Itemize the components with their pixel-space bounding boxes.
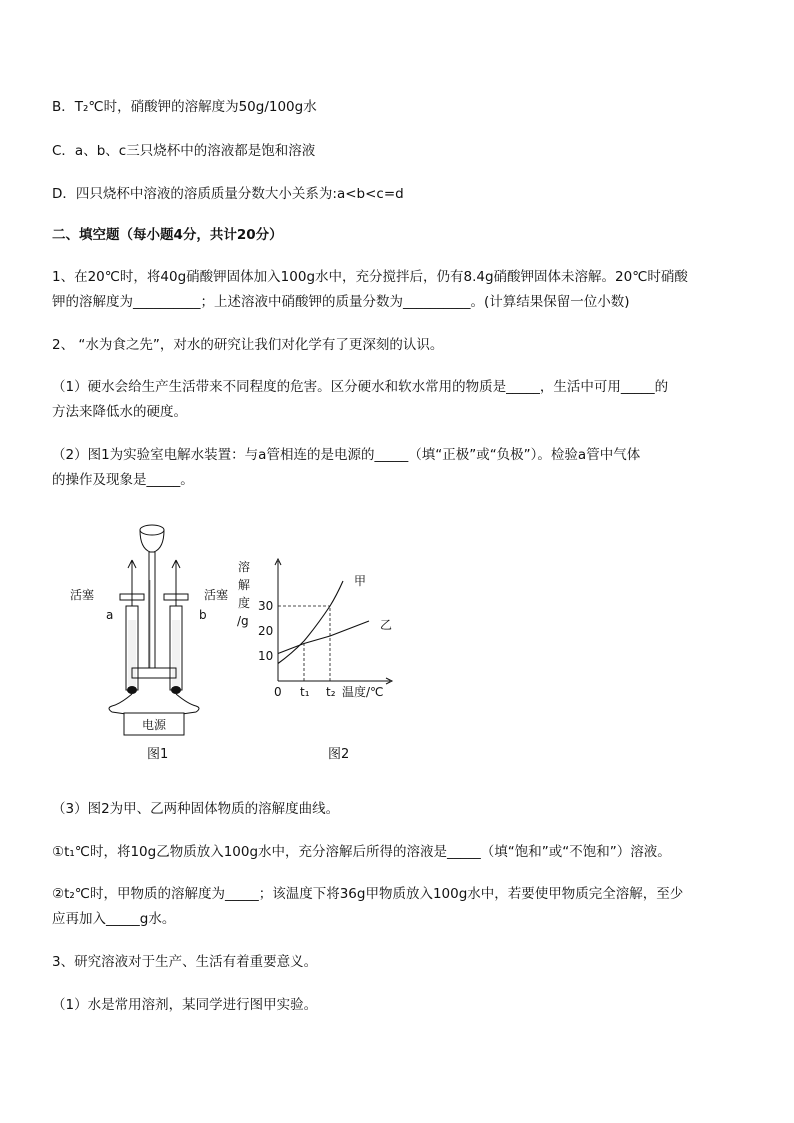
series-yi-label: 乙 bbox=[380, 618, 393, 632]
q2-p3-item1: ①t₁℃时，将10g乙物质放入100g水中，充分溶解后所得的溶液是_____（填“饱和”或“不饱和”）溶液。 bbox=[52, 844, 671, 860]
option-b: B．T₂℃时，硝酸钾的溶解度为50g/100g水 bbox=[52, 99, 317, 115]
option-d: D．四只烧杯中溶液的溶质质量分数大小关系为:a<b<c=d bbox=[52, 186, 404, 202]
q2-p1-line1: （1）硬水会给生产生活带来不同程度的危害。区分硬水和软水常用的物质是_____，生活中可用_____的 bbox=[52, 379, 669, 395]
option-c: C．a、b、c三只烧杯中的溶液都是饱和溶液 bbox=[52, 143, 316, 159]
q3-p1: （1）水是常用溶剂，某同学进行图甲实验。 bbox=[52, 997, 318, 1013]
q1-line2: 钾的溶解度为__________；上述溶液中硝酸钾的质量分数为__________。(计算结果保留一位小数) bbox=[52, 294, 630, 310]
ylabel-char-2: 解 bbox=[238, 578, 251, 592]
xlabel: 温度/℃ bbox=[342, 685, 384, 699]
ylabel-char-4: /g bbox=[237, 614, 249, 628]
ylabel-char-3: 度 bbox=[238, 596, 251, 610]
q2-p2-line2: 的操作及现象是_____。 bbox=[52, 472, 194, 488]
q2-p1-line2: 方法来降低水的硬度。 bbox=[52, 404, 187, 420]
q3-intro: 3、研究溶液对于生产、生活有着重要意义。 bbox=[52, 954, 318, 970]
left-stopcock-label: 活塞 bbox=[70, 588, 95, 602]
q1-line1: 1、在20℃时，将40g硝酸钾固体加入100g水中，充分搅拌后，仍有8.4g硝酸钾固体未溶解。20℃时硝酸 bbox=[52, 269, 688, 285]
tube-b-label: b bbox=[199, 608, 207, 622]
series-yi-curve bbox=[278, 621, 369, 654]
figure2-solubility-chart bbox=[232, 555, 402, 715]
x-tick-label: t₁ bbox=[300, 685, 310, 699]
power-label: 电源 bbox=[141, 718, 167, 732]
q2-p3: （3）图2为甲、乙两种固体物质的溶解度曲线。 bbox=[52, 801, 340, 817]
series-jia-label: 甲 bbox=[354, 574, 367, 588]
q2-intro: 2、 “水为食之先”，对水的研究让我们对化学有了更深刻的认识。 bbox=[52, 337, 444, 353]
section-heading: 二、填空题（每小题4分，共计20分） bbox=[52, 227, 283, 243]
right-stopcock-label: 活塞 bbox=[204, 588, 229, 602]
y-tick-label: 10 bbox=[258, 649, 274, 663]
x-origin-label: 0 bbox=[274, 685, 282, 699]
q2-p3-item2-line2: 应再加入_____g水。 bbox=[52, 911, 176, 927]
tube-a-label: a bbox=[106, 608, 114, 622]
x-tick-label: t₂ bbox=[326, 685, 336, 699]
series-jia-curve bbox=[278, 581, 343, 664]
figure1-caption: 图1 bbox=[147, 747, 169, 762]
figure2-caption: 图2 bbox=[328, 747, 350, 762]
ylabel-char-1: 溶 bbox=[238, 560, 251, 574]
q2-p3-item2-line1: ②t₂℃时，甲物质的溶解度为_____；该温度下将36g甲物质放入100g水中，若要使甲物质完全溶解，至少 bbox=[52, 886, 684, 902]
q2-p2-line1: （2）图1为实验室电解水装置：与a管相连的是电源的_____（填“正极”或“负极”）。检验a管中气体 bbox=[52, 447, 641, 463]
y-tick-label: 20 bbox=[258, 624, 274, 638]
figure1-electrolysis-apparatus bbox=[60, 520, 250, 740]
y-tick-label: 30 bbox=[258, 599, 274, 613]
